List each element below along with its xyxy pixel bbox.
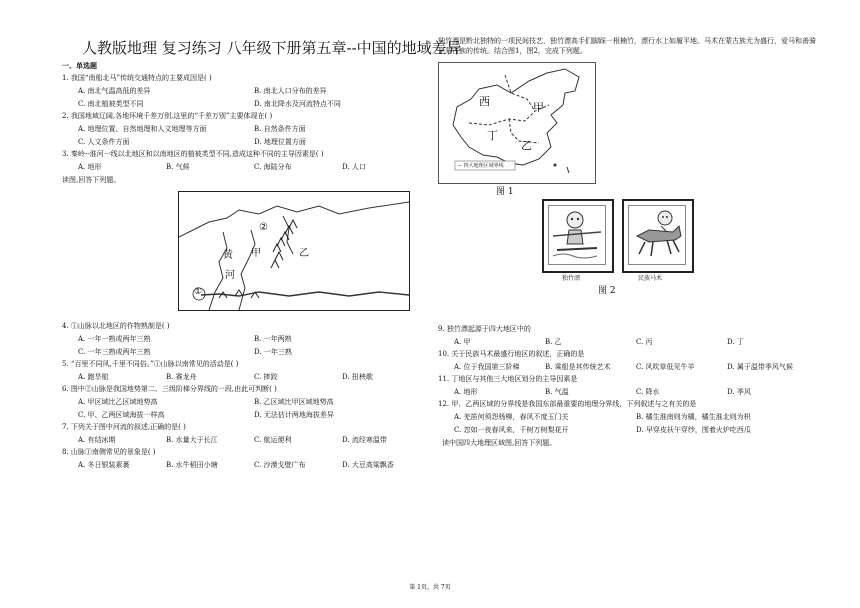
figure-2 (542, 199, 694, 289)
option-d[interactable]: D. 地理位置方面 (254, 138, 306, 146)
question-12: 12. 甲、乙两区域的分界线是我国东部最重要的地理分界线，下列叙述与之有关的是 (438, 400, 697, 408)
section-heading: 一、单选题 (62, 61, 97, 70)
options-7 (78, 435, 430, 445)
intro-text-1: 读图,回答下列题。 (62, 176, 121, 184)
question-2: 2. 我国地域辽阔,各地环境千差万别,这里的“千差万别”主要体现在( ) (62, 112, 273, 120)
figure-2-caption: 图 2 (598, 286, 616, 296)
option-d[interactable]: D. 大豆高粱飘香 (342, 461, 394, 469)
question-6: 6. 图中②山脉是我国地势第二、三级阶梯分界线的一段,由此可判断( ) (62, 385, 277, 393)
options-4 (78, 334, 430, 357)
options-11 (454, 387, 818, 397)
option-d[interactable]: D. 南北降水及河流特点不同 (254, 100, 341, 108)
caption-bamboo: 独竹漂 (562, 275, 581, 282)
map-label-ding: 丁 (487, 129, 498, 142)
option-a[interactable]: A. 甲区域比乙区域地势高 (78, 398, 158, 406)
option-a[interactable]: A. 甲 (454, 338, 471, 346)
china-regions-map (438, 62, 596, 184)
question-4: 4. ①山脉以北地区的作物熟制是( ) (62, 322, 170, 330)
map-label-yi: 乙 (521, 139, 532, 152)
option-d[interactable]: D. 一年三熟 (254, 348, 292, 356)
page-title: 人教版地理 复习练习 八年级下册第五章--中国的地域差异 (82, 39, 462, 57)
option-b[interactable]: B. 自然条件方面 (254, 125, 306, 133)
option-c[interactable]: C. 航运便利 (254, 436, 292, 444)
option-a[interactable]: A. 南北气温高低的差异 (78, 87, 151, 95)
option-c[interactable]: C. 忽如一夜春风来，千树万树梨花开 (454, 426, 569, 434)
horse-riding-picture (622, 199, 694, 273)
map-label-jia: 甲 (533, 101, 544, 114)
horse-rider-icon (629, 206, 685, 264)
left-column (62, 38, 462, 470)
option-c[interactable]: C. 南北植被类型不同 (78, 100, 144, 108)
question-11: 11. 丁地区与其他三大地区划分的主导因素是 (438, 375, 578, 383)
options-10 (454, 362, 818, 372)
option-a[interactable]: A. 地形 (78, 163, 102, 171)
option-c[interactable]: C. 海陆分布 (254, 163, 292, 171)
options-6 (78, 397, 430, 420)
option-b[interactable]: B. 乘船是其传统艺术 (545, 363, 611, 371)
option-b[interactable]: B. 乙 (545, 338, 562, 346)
option-a[interactable]: A. 羌笛何须怨杨柳，春风不度玉门关 (454, 413, 569, 421)
options-3 (78, 162, 430, 172)
option-a[interactable]: A. 地形 (454, 388, 478, 396)
question-7: 7. 下列关于图中河流的叙述,正确的是( ) (62, 423, 186, 431)
option-b[interactable]: B. 气候 (166, 163, 190, 171)
option-b[interactable]: B. 水牛稻田小塘 (166, 461, 218, 469)
option-d[interactable]: D. 人口 (342, 163, 366, 171)
option-d[interactable]: D. 丁 (727, 338, 744, 346)
regional-map (178, 191, 410, 311)
question-5: 5. “百里不同风,千里不同俗。”①山脉以南常见的活动是( ) (62, 360, 239, 368)
options-1 (78, 86, 430, 109)
options-12 (454, 412, 818, 435)
option-b[interactable]: B. 乙区域比甲区域地势高 (254, 398, 334, 406)
map-label-yi: 乙 (299, 248, 309, 259)
map-label-xi: 西 (479, 95, 490, 108)
option-c[interactable]: C. 摔跤 (254, 373, 278, 381)
map-label-huang: 黄 (223, 250, 233, 261)
option-b[interactable]: B. 水量大于长江 (166, 436, 218, 444)
picture-frame (548, 205, 606, 265)
option-b[interactable]: B. 一年两熟 (254, 335, 292, 343)
option-c[interactable]: C. 沙漠戈壁广布 (254, 461, 306, 469)
option-c[interactable]: C. 丙 (636, 338, 653, 346)
map-label-1: ① (194, 287, 203, 297)
option-d[interactable]: D. 流经寒温带 (342, 436, 387, 444)
question-3: 3. 秦岭--淮河一线以北地区和以南地区的植被类型不同,造成这种不同的主导因素是( ) (62, 150, 324, 158)
options-5 (78, 372, 430, 382)
intro-text-3: 读中国四大地理区域图,回答下列题。 (442, 439, 557, 447)
option-b[interactable]: B. 橘生淮南则为橘，橘生淮北则为枳 (636, 413, 751, 421)
option-d[interactable]: D. 属于温带季风气候 (727, 363, 793, 371)
option-b[interactable]: B. 南北人口分布的差异 (254, 87, 327, 95)
figure-1-caption: 图 1 (496, 187, 514, 197)
intro-text-2: 独竹漂是黔北独特的一项民间技艺，独竹漂高手们脚踩一根楠竹，漂行水上如履平地。马术在蒙古族尤为盛行，爱马和善骑是蒙古族的传统。结合图1，图2，完成下列题。 (438, 37, 816, 55)
question-1: 1. 我国“南船北马”传统交通特点的主要成因是( ) (62, 74, 212, 82)
option-b[interactable]: B. 气温 (545, 388, 569, 396)
question-9: 9. 独竹漂起源于四大地区中的 (438, 325, 531, 333)
question-8: 8. 山脉①南侧常见的景象是( ) (62, 448, 156, 456)
options-8 (78, 460, 430, 470)
option-a[interactable]: A. 跑旱船 (78, 373, 109, 381)
rafter-icon (549, 206, 605, 264)
question-10: 10. 关于民族马术最盛行地区的叙述，正确的是 (438, 350, 585, 358)
option-a[interactable]: A. 冬日银装素裹 (78, 461, 130, 469)
option-a[interactable]: A. 有结冰期 (78, 436, 116, 444)
option-c[interactable]: C. 一年三熟或两年三熟 (78, 348, 151, 356)
option-c[interactable]: C. 风吹草低见牛羊 (636, 363, 695, 371)
bamboo-rafting-picture (542, 199, 614, 273)
option-c[interactable]: C. 甲、乙两区域海拔一样高 (78, 411, 165, 419)
option-d[interactable]: D. 无法估计两地海拔差异 (254, 411, 334, 419)
map-legend: — 四大地理区域界线 (457, 163, 504, 169)
option-d[interactable]: D. 季风 (727, 388, 751, 396)
options-2 (78, 124, 430, 147)
option-d[interactable]: D. 扭秧歌 (342, 373, 373, 381)
option-d[interactable]: D. 早穿皮袄午穿纱，围着火炉吃西瓜 (636, 426, 751, 434)
options-9 (454, 337, 818, 347)
map-label-he: 河 (225, 270, 235, 281)
map-label-jia: 甲 (251, 248, 261, 259)
option-c[interactable]: C. 降水 (636, 388, 660, 396)
option-c[interactable]: C. 人文条件方面 (78, 138, 130, 146)
caption-horse: 民族马术 (638, 275, 663, 282)
map-label-2: ② (259, 222, 268, 233)
option-a[interactable]: A. 位于我国第三阶梯 (454, 363, 520, 371)
option-a[interactable]: A. 一年一熟或两年三熟 (78, 335, 151, 343)
picture-frame (628, 205, 686, 265)
right-column (438, 38, 818, 448)
page-footer: 第 1页，共 7页 (409, 584, 451, 591)
option-a[interactable]: A. 地理位置、自然地理和人文地理等方面 (78, 125, 207, 133)
option-b[interactable]: B. 赛龙舟 (166, 373, 197, 381)
map-drawing (179, 192, 409, 310)
